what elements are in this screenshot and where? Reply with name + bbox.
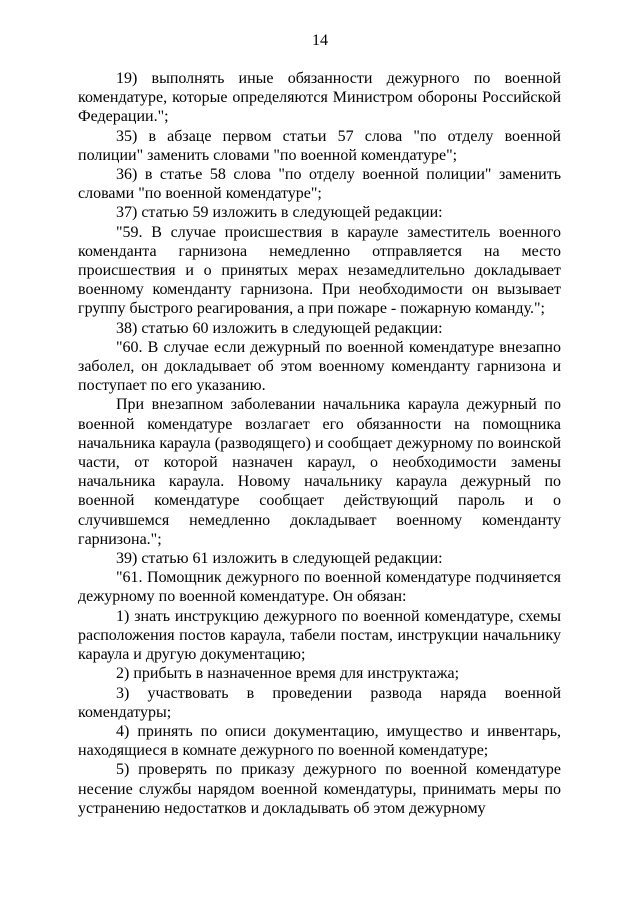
paragraph-subitem-5: 5) проверять по приказу дежурного по военной комендатуре несение службы нарядом военной комендатуры, принимать меры по устранению недостатков и докладывать об этом дежурному [78,761,561,817]
paragraph-subitem-1: 1) знать инструкцию дежурного по военной комендатуре, схемы расположения постов караула, табели постам, инструкции начальнику караула и другую документацию; [78,607,561,664]
paragraph-item-35: 35) в абзаце первом статьи 57 слова "по отделу военной полиции" заменить словами "по военной комендатуре"; [78,127,561,164]
paragraph-article-60: "60. В случае если дежурный по военной комендатуре внезапно заболел, он докладывает об этом военному коменданту гарнизона и поступает по его указанию. [78,338,561,395]
paragraph-subitem-3: 3) участвовать в проведении развода наряда военной комендатуры; [78,684,561,721]
paragraph-article-60-part-2: При внезапном заболевании начальника караула дежурный по военной комендатуре возлагает его обязанности на помощника начальника караула (разводящего) и сообщает дежурному по воинской части, от которой назначен караул, о необходимости замены начальника караула. Новому начальнику караула дежурный по военной комендатуре сообщает действующий пароль и о случившемся немедленно докладывает военному коменданту гарнизона."; [78,396,561,548]
paragraph-item-38: 38) статью 60 изложить в следующей редакции: [116,319,443,337]
paragraph-subitem-4: 4) принять по описи документацию, имущество и инвентарь, находящиеся в комнате дежурного по военной комендатуре; [78,722,561,760]
paragraph-item-39: 39) статью 61 изложить в следующей редакции: [116,550,443,568]
paragraph-article-59: "59. В случае происшествия в карауле заместитель военного коменданта гарнизона немедленно отправляется на место происшествия и о принятых мерах незамедлительно докладывает военному коменданту гарнизона. При необходимости он вызывает группу быстрого реагирования, а при пожаре - пожарную команду."; [78,223,561,318]
paragraph-item-36: 36) в статье 58 слова "по отделу военной полиции" заменить словами "по военной комендатуре"; [78,166,561,203]
document-body [78,69,561,818]
page-number: 14 [312,32,328,49]
paragraph-subitem-2: 2) прибыть в назначенное время для инструктажа; [116,665,460,683]
paragraph-article-61: "61. Помощник дежурного по военной комендатуре подчиняется дежурному по военной комендатуре. Он обязан: [78,569,561,606]
paragraph-item-37: 37) статью 59 изложить в следующей редакции: [116,204,443,222]
paragraph-item-19: 19) выполнять иные обязанности дежурного по военной комендатуре, которые определяются Министром обороны Российской Федерации."; [78,70,561,126]
